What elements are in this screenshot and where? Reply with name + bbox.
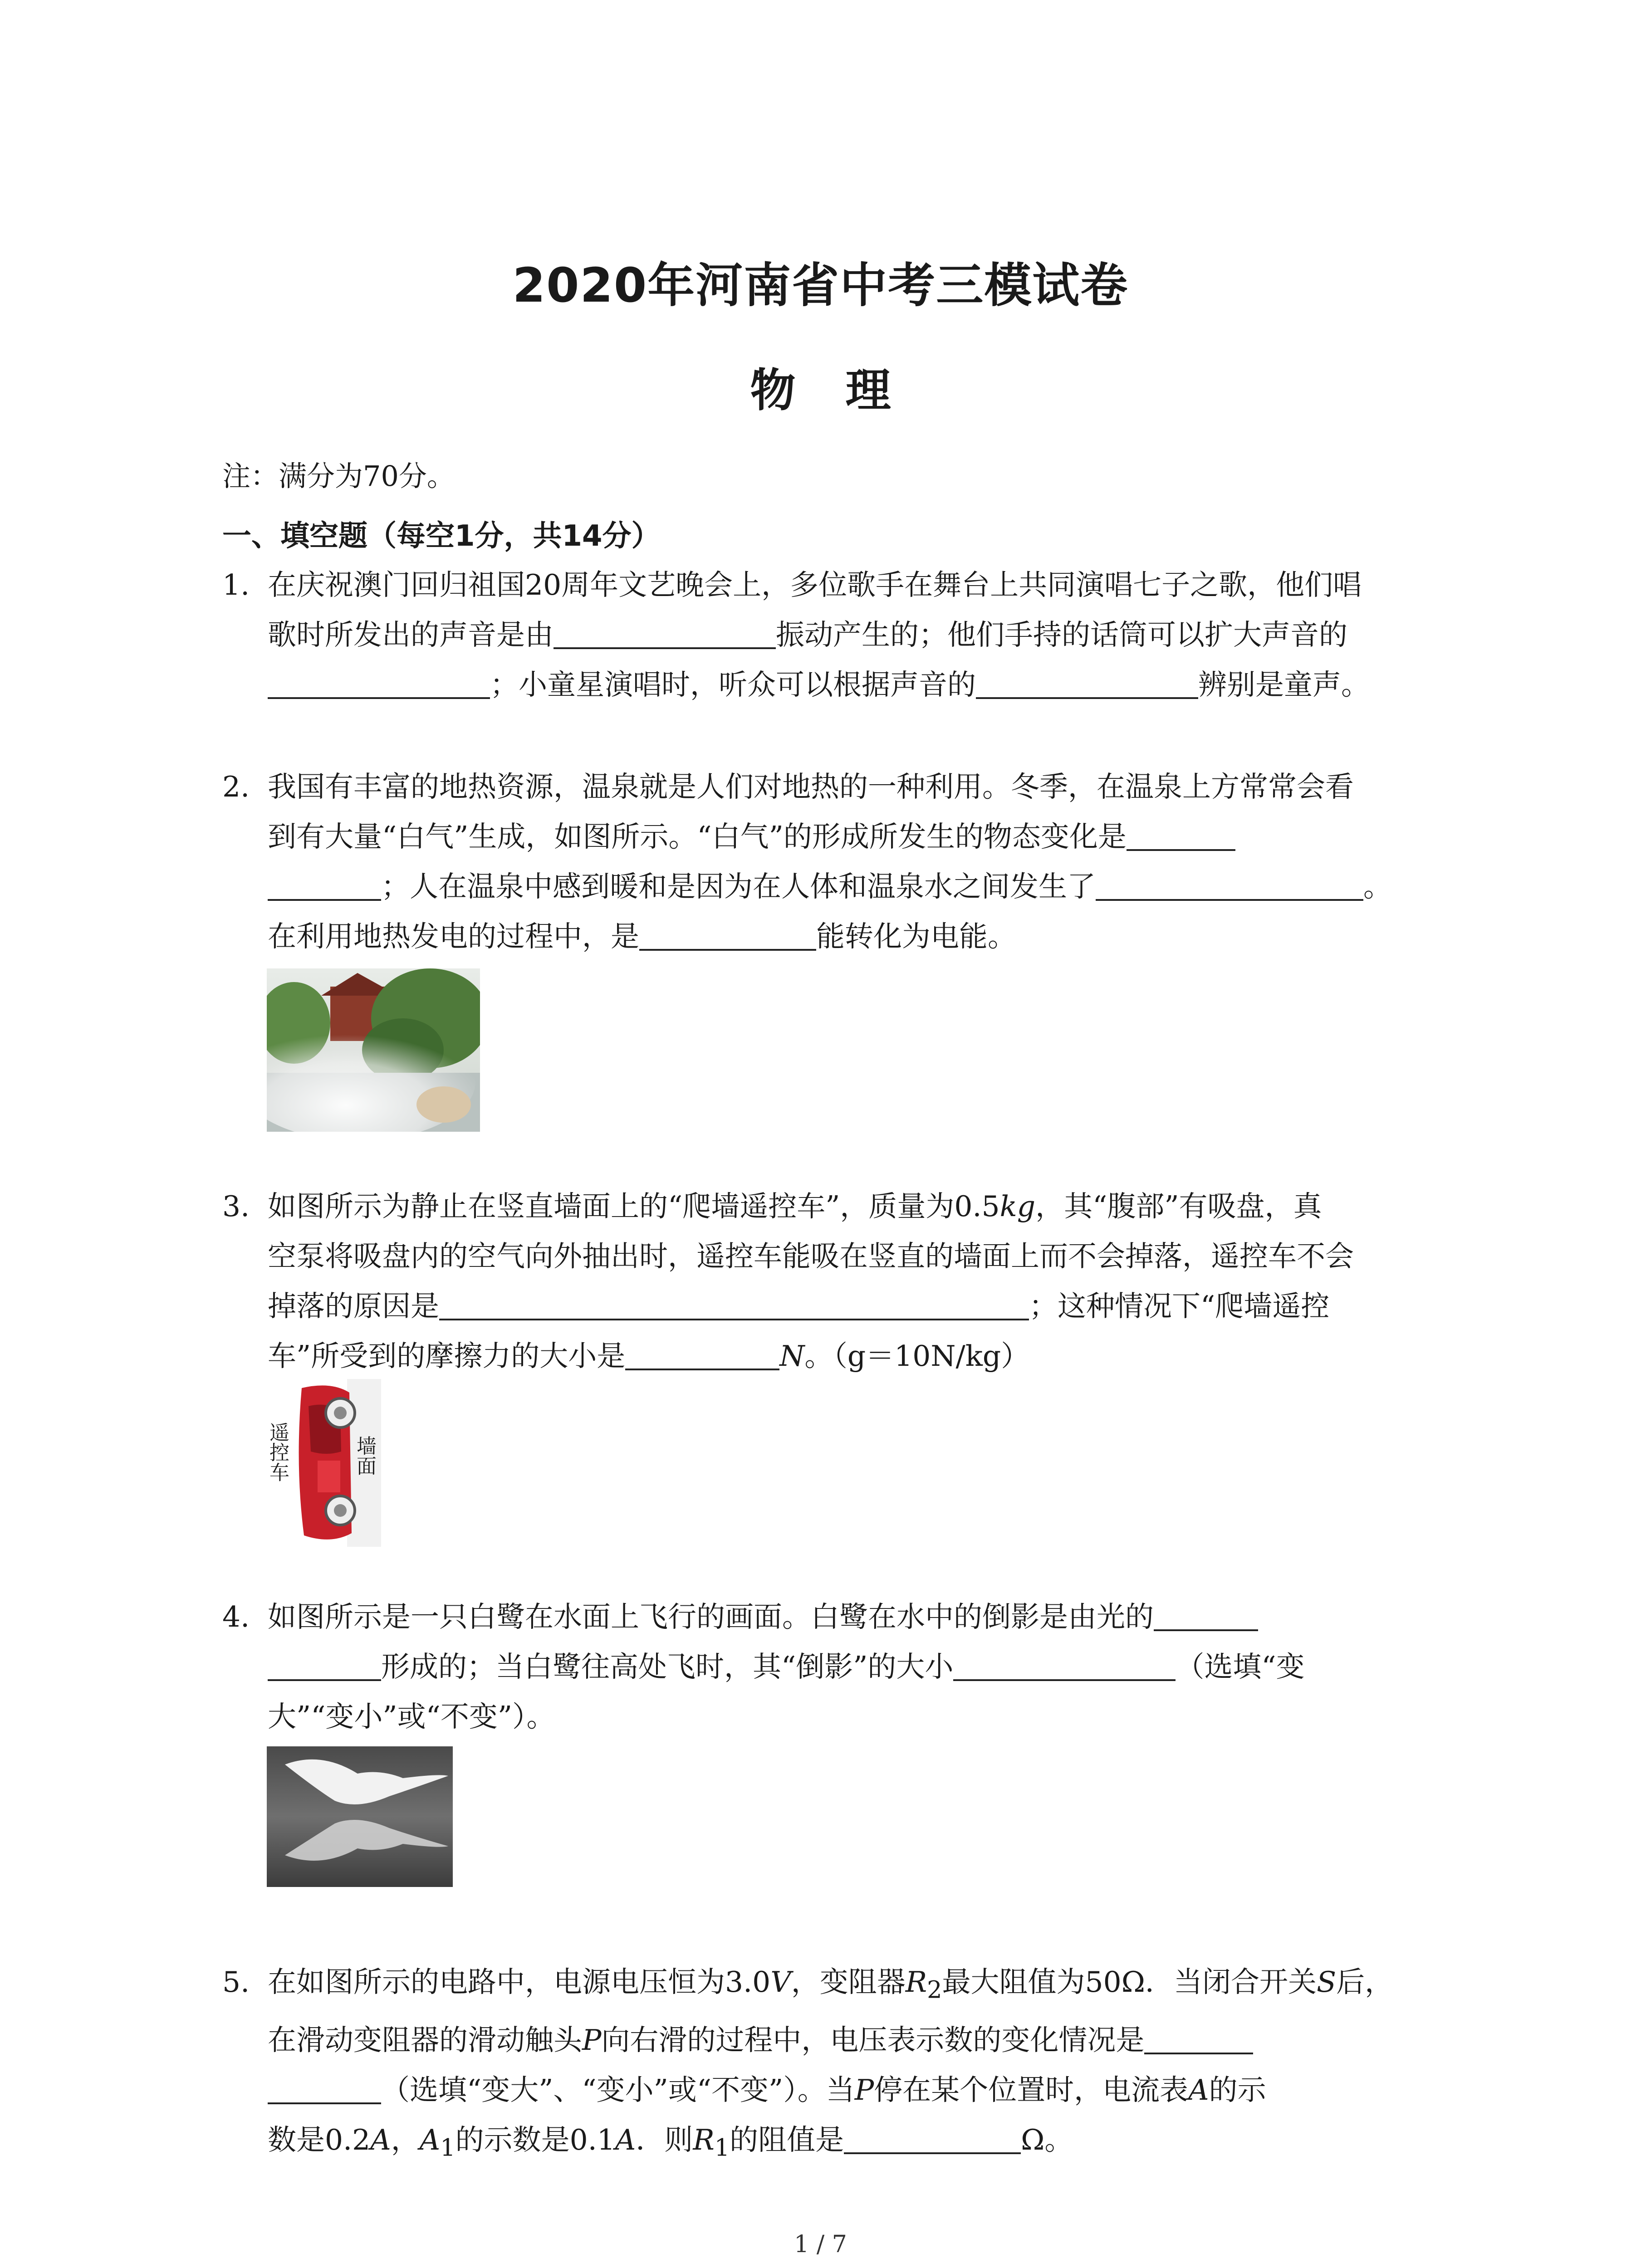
section-heading: 一、填空题（每空1分，共14分） bbox=[222, 519, 661, 553]
subscript-text: 1 bbox=[714, 2134, 730, 2162]
question-text: 形成的；当白鹭往高处飞时，其“倒影”的大小 bbox=[381, 1650, 954, 1683]
answer-blank[interactable] bbox=[1154, 1602, 1258, 1631]
subscript-text: 1 bbox=[440, 2134, 456, 2162]
symbol-text: A bbox=[615, 2123, 636, 2156]
question-5 bbox=[222, 1957, 1447, 2173]
question-text: 如图所示是一只白鹭在水面上飞行的画面。白鹭在水中的倒影是由光的 bbox=[268, 1600, 1154, 1633]
symbol-text: R bbox=[693, 2123, 715, 2156]
question-text: 在滑动变阻器的滑动触头 bbox=[268, 2023, 582, 2057]
question-text: 的示数是0.1 bbox=[455, 2123, 615, 2156]
car-label: 遥控车 bbox=[266, 1422, 289, 1482]
question-text: 能转化为电能。 bbox=[816, 920, 1016, 953]
unit-text: kg bbox=[999, 1190, 1036, 1223]
question-text: 在如图所示的电路中，电源电压恒为3.0 bbox=[268, 1965, 771, 1999]
question-text: ，变阻器 bbox=[791, 1965, 906, 1999]
symbol-text: A bbox=[370, 2123, 391, 2156]
page-title: 2020年河南省中考三模试卷 bbox=[512, 258, 1129, 313]
question-number: 3. bbox=[222, 1190, 250, 1223]
symbol-text: P bbox=[582, 2023, 602, 2057]
question-text: 向右滑的过程中，电压表示数的变化情况是 bbox=[601, 2023, 1145, 2057]
symbol-text: V bbox=[770, 1965, 791, 1999]
answer-blank[interactable] bbox=[625, 1341, 779, 1370]
answer-blank[interactable] bbox=[1127, 822, 1235, 851]
question-text: 振动产生的；他们手持的话筒可以扩大声音的 bbox=[776, 618, 1347, 651]
question-text: 车”所受到的摩擦力的大小是 bbox=[268, 1339, 626, 1373]
question-text: 空泵将吸盘内的空气向外抽出时，遥控车能吸在竖直的墙面上而不会掉落，遥控车不会 bbox=[268, 1240, 1354, 1273]
question-text: ；小童星演唱时，听众可以根据声音的 bbox=[490, 668, 976, 701]
egret-photo bbox=[267, 1746, 453, 1887]
question-2 bbox=[222, 762, 1447, 962]
answer-blank[interactable] bbox=[554, 620, 776, 649]
question-text: ；人在温泉中感到暖和是因为在人体和温泉水之间发生了 bbox=[381, 870, 1096, 903]
answer-blank[interactable] bbox=[439, 1291, 1029, 1320]
question-text: 到有大量“白气”生成，如图所示。“白气”的形成所发生的物态变化是 bbox=[268, 820, 1127, 853]
question-4 bbox=[222, 1592, 1447, 1742]
question-text: 的示 bbox=[1209, 2073, 1266, 2107]
symbol-text: A bbox=[419, 2123, 441, 2156]
symbol-text: P bbox=[854, 2073, 874, 2107]
question-text: （选填“变 bbox=[1176, 1650, 1305, 1683]
unit-text: N bbox=[779, 1339, 805, 1373]
question-text: ， bbox=[391, 2123, 420, 2156]
question-text: 歌时所发出的声音是由 bbox=[268, 618, 554, 651]
question-text: 大”“变小”或“不变”）。 bbox=[268, 1700, 555, 1733]
subscript-text: 2 bbox=[927, 1976, 942, 2004]
symbol-text: R bbox=[905, 1965, 927, 1999]
answer-blank[interactable] bbox=[639, 922, 816, 951]
symbol-text: S bbox=[1316, 1965, 1337, 1999]
question-text: 如图所示为静止在竖直墙面上的“爬墙遥控车”，质量为0.5 bbox=[268, 1190, 1000, 1223]
wall-label: 墙面 bbox=[353, 1436, 376, 1476]
symbol-text: A bbox=[1188, 2073, 1209, 2107]
question-text: （选填“变大”、“变小”或“不变”）。当 bbox=[381, 2073, 855, 2107]
question-text: 我国有丰富的地热资源，温泉就是人们对地热的一种利用。冬季，在温泉上方常常会看 bbox=[268, 770, 1354, 803]
question-1 bbox=[222, 560, 1447, 710]
question-text: Ω。 bbox=[1021, 2123, 1073, 2156]
answer-blank[interactable] bbox=[976, 670, 1198, 699]
question-number: 2. bbox=[222, 770, 250, 803]
question-text: 掉落的原因是 bbox=[268, 1290, 439, 1323]
answer-blank[interactable] bbox=[1096, 872, 1363, 901]
question-text: 在庆祝澳门回归祖国20周年文艺晚会上，多位歌手在舞台上共同演唱七子之歌，他们唱 bbox=[268, 568, 1362, 601]
question-text: 在利用地热发电的过程中，是 bbox=[268, 920, 639, 953]
question-text: ．则 bbox=[636, 2123, 693, 2156]
question-number: 4. bbox=[222, 1600, 250, 1633]
question-text: 。 bbox=[1363, 870, 1392, 903]
answer-blank[interactable] bbox=[268, 872, 381, 901]
score-note: 注：满分为70分。 bbox=[222, 459, 455, 493]
answer-blank[interactable] bbox=[268, 1652, 381, 1681]
answer-blank[interactable] bbox=[268, 2075, 381, 2104]
question-text: ；这种情况下“爬墙遥控 bbox=[1029, 1290, 1330, 1323]
question-3 bbox=[222, 1182, 1447, 1381]
question-text: ，其“腹部”有吸盘，真 bbox=[1035, 1190, 1322, 1223]
answer-blank[interactable] bbox=[1144, 2025, 1253, 2054]
question-text: 辨别是童声。 bbox=[1198, 668, 1370, 701]
question-text: 。（g＝10N/kg） bbox=[804, 1339, 1030, 1373]
question-number: 5. bbox=[222, 1965, 250, 1999]
question-text: 最大阻值为50Ω．当闭合开关 bbox=[942, 1965, 1317, 1999]
answer-blank[interactable] bbox=[844, 2125, 1021, 2154]
question-number: 1. bbox=[222, 568, 250, 601]
answer-blank[interactable] bbox=[268, 670, 490, 699]
question-text: 的阻值是 bbox=[730, 2123, 844, 2156]
hot-spring-photo bbox=[267, 968, 480, 1132]
page-number: 1 / 7 bbox=[794, 2231, 847, 2258]
question-text: 数是0.2 bbox=[268, 2123, 371, 2156]
question-text: 后， bbox=[1336, 1965, 1394, 1999]
question-text: 停在某个位置时，电流表 bbox=[874, 2073, 1189, 2107]
subject-title: 物理 bbox=[750, 364, 941, 417]
answer-blank[interactable] bbox=[953, 1652, 1176, 1681]
